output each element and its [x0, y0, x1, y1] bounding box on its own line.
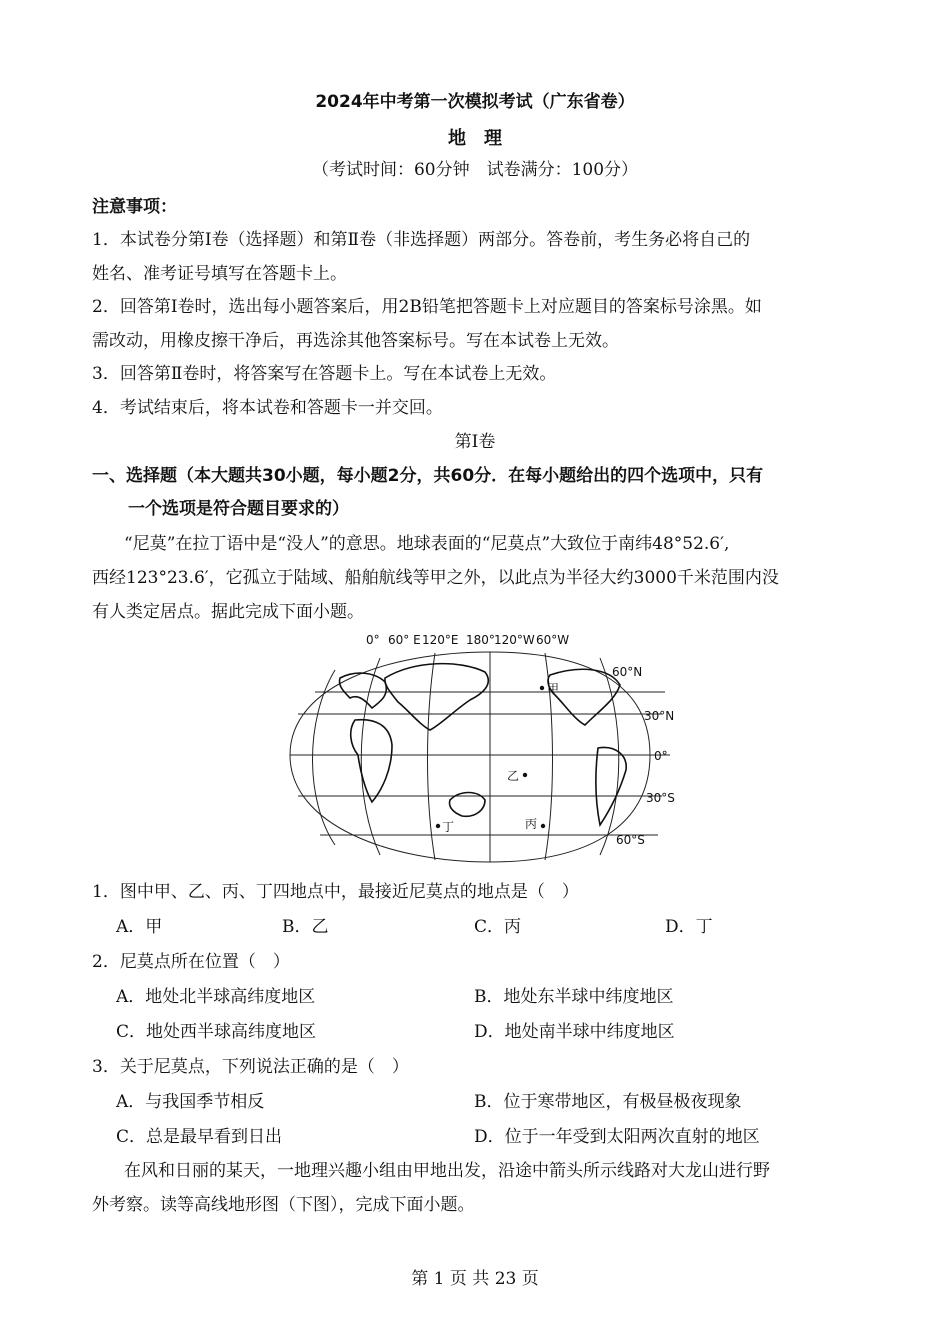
notice-heading: 注意事项：: [92, 197, 177, 217]
option-b: B．地处东半球中纬度地区: [474, 987, 674, 1007]
question-stem: 1．图中甲、乙、丙、丁四地点中，最接近尼莫点的地点是（ ）: [92, 882, 579, 902]
map-lon-label: 60° E: [388, 633, 421, 647]
page-title: 2024年中考第一次模拟考试（广东省卷）: [315, 92, 635, 112]
notice-item: 3．回答第Ⅱ卷时，将答案写在答题卡上。写在本试卷上无效。: [92, 364, 557, 384]
map-lat-label: 0°: [654, 749, 668, 763]
passage-line: 有人类定居点。据此完成下面小题。: [92, 602, 364, 622]
map-lat-label: 60°N: [612, 665, 643, 679]
option-d: D．丁: [665, 917, 713, 937]
option-a: A．与我国季节相反: [116, 1092, 265, 1112]
section-title-cont: 一个选项是符合题目要求的）: [128, 499, 349, 519]
option-c: C．地处西半球高纬度地区: [116, 1022, 317, 1042]
question-stem: 2．尼莫点所在位置（ ）: [92, 952, 290, 972]
map-land: [339, 664, 626, 825]
map-lat-label: 30°S: [646, 791, 675, 805]
passage-line: 在风和日丽的某天，一地理兴趣小组由甲地出发，沿途中箭头所示线路对大龙山进行野: [124, 1161, 770, 1181]
notice-item: 1．本试卷分第Ⅰ卷（选择题）和第Ⅱ卷（非选择题）两部分。答卷前，考生务必将自己的: [92, 230, 751, 250]
notice-item: 4．考试结束后，将本试卷和答题卡一并交回。: [92, 398, 443, 418]
map-lon-label: 180°: [466, 633, 495, 647]
option-b: B．乙: [282, 917, 329, 937]
notice-item: 姓名、准考证号填写在答题卡上。: [92, 264, 347, 284]
map-lon-label: 120°W: [494, 633, 535, 647]
passage-line: 外考察。读等高线地形图（下图），完成下面小题。: [92, 1195, 475, 1215]
section-title: 一、选择题（本大题共30小题，每小题2分，共60分．在每小题给出的四个选项中，只有: [92, 466, 764, 486]
world-map-figure: [280, 630, 700, 870]
passage-line: “尼莫”在拉丁语中是“没人”的意思。地球表面的“尼莫点”大致位于南纬48°52.6′,: [124, 534, 730, 554]
map-point-label: 丙: [525, 817, 538, 831]
option-a: A．甲: [116, 917, 163, 937]
map-lon-label: 60°W: [536, 633, 570, 647]
notice-item: 需改动，用橡皮擦干净后，再选涂其他答案标号。写在本试卷上无效。: [92, 331, 619, 351]
question-stem: 3．关于尼莫点，下列说法正确的是（ ）: [92, 1057, 409, 1077]
map-lat-label: 60°S: [616, 833, 645, 847]
option-b: B．位于寒带地区，有极昼极夜现象: [474, 1092, 742, 1112]
option-c: C．总是最早看到日出: [116, 1127, 283, 1147]
map-point-label: 甲: [547, 682, 560, 696]
option-a: A．地处北半球高纬度地区: [116, 987, 316, 1007]
volume-title: 第Ⅰ卷: [454, 432, 496, 452]
map-lat-label: 30°N: [644, 709, 675, 723]
option-c: C．丙: [474, 917, 522, 937]
map-graticule: [290, 652, 670, 862]
map-point-label: 丁: [442, 820, 455, 834]
exam-info: （考试时间：60分钟 试卷满分：100分）: [311, 160, 639, 180]
subject-title: 地 理: [448, 128, 502, 149]
notice-item: 2．回答第Ⅰ卷时，选出每小题答案后，用2B铅笔把答题卡上对应题目的答案标号涂黑。如: [92, 297, 762, 317]
option-d: D．地处南半球中纬度地区: [474, 1022, 675, 1042]
page-footer: 第 1 页 共 23 页: [411, 1269, 539, 1289]
map-lon-label: 0°: [366, 633, 380, 647]
map-point-label: 乙: [507, 769, 520, 783]
option-d: D．位于一年受到太阳两次直射的地区: [474, 1127, 760, 1147]
passage-line: 西经123°23.6′，它孤立于陆域、船舶航线等甲之外，以此点为半径大约3000千米范围内没: [92, 568, 779, 588]
map-lon-label: 120°E: [422, 633, 459, 647]
